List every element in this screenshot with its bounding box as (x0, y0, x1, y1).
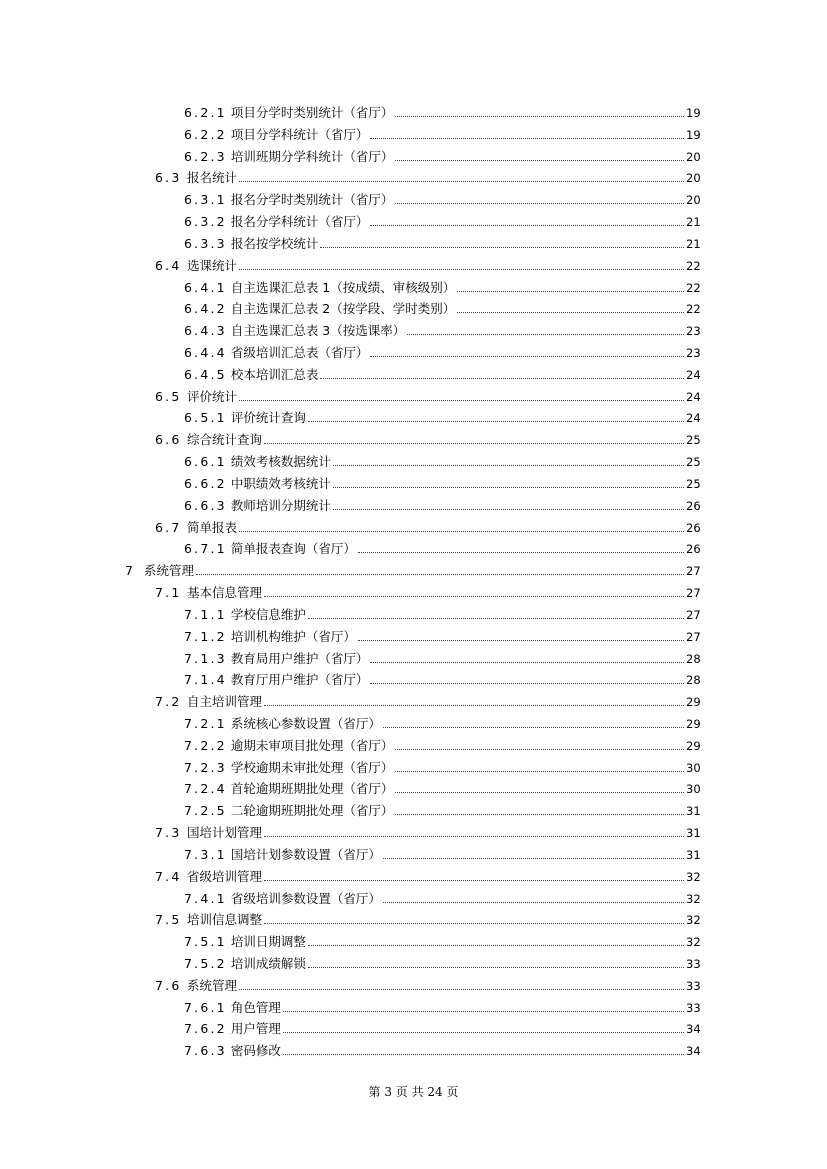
toc-dot-leader (407, 334, 684, 335)
toc-entry-page-number: 30 (686, 760, 701, 775)
toc-dot-leader (283, 1011, 684, 1012)
toc-entry-page-number: 21 (686, 236, 701, 251)
toc-entry-6-4[interactable] (0, 255, 827, 273)
toc-entry-number: 6.3.2 (184, 214, 227, 230)
toc-entry-7-4[interactable] (0, 866, 827, 884)
toc-entry-6-4-3[interactable] (0, 320, 827, 338)
toc-entry-page-number: 32 (686, 935, 701, 950)
toc-entry-page-number: 27 (686, 629, 701, 644)
toc-entry-title: 培训机构维护（省厅） (230, 628, 356, 644)
toc-entry-title: 角色管理 (230, 999, 281, 1015)
toc-entry-title: 首轮逾期班期批处理（省厅） (230, 781, 394, 797)
toc-entry-number: 6.6.1 (184, 454, 227, 470)
toc-dot-leader (308, 967, 684, 968)
toc-entry-7-1[interactable] (0, 582, 827, 600)
toc-dot-leader (320, 378, 684, 379)
toc-entry-title: 校本培训汇总表 (230, 366, 319, 382)
toc-entry-title: 综合统计查询 (187, 432, 263, 448)
toc-dot-leader (308, 421, 684, 422)
toc-entry-page-number: 24 (686, 411, 701, 426)
toc-entry-6-4-5[interactable] (0, 364, 827, 382)
toc-entry-page-number: 22 (686, 302, 701, 317)
toc-entry-page-number: 29 (686, 738, 701, 753)
toc-entry-title: 培训班期分学科统计（省厅） (230, 148, 394, 164)
toc-entry-page-number: 20 (686, 193, 701, 208)
toc-entry-number: 7.2.4 (184, 781, 227, 797)
toc-entry-title: 简单报表 (187, 519, 238, 535)
toc-dot-leader (264, 443, 684, 444)
toc-entry-7-1-1[interactable] (0, 604, 827, 622)
toc-entry-number: 6.4.5 (184, 366, 227, 382)
toc-entry-page-number: 28 (686, 673, 701, 688)
toc-entry-title: 项目分学科统计（省厅） (230, 126, 369, 142)
toc-entry-page-number: 24 (686, 389, 701, 404)
toc-entry-title: 绩效考核数据统计 (230, 454, 331, 470)
toc-entry-page-number: 31 (686, 804, 701, 819)
toc-entry-number: 6.2.2 (184, 126, 227, 142)
toc-entry-page-number: 34 (686, 1022, 701, 1037)
toc-entry-7-2-1[interactable] (0, 713, 827, 731)
toc-entry-page-number: 23 (686, 324, 701, 339)
toc-dot-leader (239, 181, 684, 182)
toc-entry-number: 6.4.2 (184, 301, 227, 317)
toc-entry-title: 教育厅用户维护（省厅） (230, 672, 369, 688)
toc-entry-6-6-1[interactable] (0, 451, 827, 469)
toc-dot-leader (333, 509, 684, 510)
toc-entry-page-number: 32 (686, 891, 701, 906)
toc-entry-page-number: 21 (686, 215, 701, 230)
toc-entry-page-number: 19 (686, 127, 701, 142)
toc-entry-number: 7.6 (155, 977, 182, 993)
toc-entry-6-6-3[interactable] (0, 495, 827, 513)
toc-entry-title: 教师培训分期统计 (230, 497, 331, 513)
toc-dot-leader (370, 225, 684, 226)
toc-entry-page-number: 25 (686, 476, 701, 491)
toc-dot-leader (457, 291, 684, 292)
toc-entry-title: 教育局用户维护（省厅） (230, 650, 369, 666)
toc-entry-page-number: 19 (686, 106, 701, 120)
toc-dot-leader (358, 640, 684, 641)
toc-dot-leader (395, 749, 684, 750)
toc-dot-leader (264, 880, 684, 881)
toc-entry-page-number: 33 (686, 1000, 701, 1015)
toc-entry-title: 自主培训管理 (187, 694, 263, 710)
toc-entry-number: 6.7.1 (184, 541, 227, 557)
toc-entry-6-6-2[interactable] (0, 473, 827, 491)
toc-entry-6-2-2[interactable] (0, 124, 827, 142)
toc-entry-number: 7.2.2 (184, 737, 227, 753)
toc-entry-number: 7.6.1 (184, 999, 227, 1015)
toc-entry-number: 7.4.1 (184, 890, 227, 906)
toc-entry-6-3-2[interactable] (0, 211, 827, 229)
toc-entry-page-number: 25 (686, 455, 701, 470)
toc-entry-number: 7.3.1 (184, 846, 227, 862)
toc-entry-number: 6.4.1 (184, 279, 227, 295)
toc-entry-number: 6.3.1 (184, 192, 227, 208)
toc-dot-leader (395, 203, 684, 204)
toc-entry-number: 6.6.3 (184, 497, 227, 513)
toc-entry-number: 6.3 (155, 170, 182, 186)
toc-entry-7-4-1[interactable] (0, 888, 827, 906)
toc-entry-7-1-3[interactable] (0, 648, 827, 666)
toc-entry-title: 简单报表查询（省厅） (230, 541, 356, 557)
toc-dot-leader (383, 902, 684, 903)
toc-dot-leader (239, 400, 684, 401)
toc-entry-title: 报名按学校统计 (230, 235, 319, 251)
toc-entry-6-2-3[interactable] (0, 146, 827, 164)
toc-entry-7-5-2[interactable] (0, 953, 827, 971)
toc-entry-title: 培训成绩解锁 (230, 955, 306, 971)
toc-entry-title: 二轮逾期班期批处理（省厅） (230, 803, 394, 819)
toc-entry-6-3-1[interactable] (0, 189, 827, 207)
toc-entry-7-6-1[interactable] (0, 997, 827, 1015)
toc-entry-number: 7.1 (155, 585, 182, 601)
toc-entry-page-number: 22 (686, 258, 701, 273)
toc-entry-number: 7.5.2 (184, 955, 227, 971)
toc-entry-title: 评价统计 (187, 388, 238, 404)
toc-entry-number: 6.5.1 (184, 410, 227, 426)
toc-entry-7-2[interactable] (0, 691, 827, 709)
toc-entry-number: 6.4.3 (184, 323, 227, 339)
toc-entry-title: 培训信息调整 (187, 912, 263, 928)
toc-dot-leader (370, 138, 684, 139)
page-footer: 第 3 页 共 24 页 (368, 1085, 459, 1099)
toc-entry-number: 7.1.2 (184, 628, 227, 644)
toc-entry-page-number: 22 (686, 280, 701, 295)
toc-dot-leader (239, 269, 684, 270)
toc-entry-title: 省级培训参数设置（省厅） (230, 890, 381, 906)
toc-dot-leader (333, 487, 684, 488)
toc-entry-title: 省级培训汇总表（省厅） (230, 345, 369, 361)
toc-entry-7-1-4[interactable] (0, 669, 827, 687)
toc-entry-6-3-3[interactable] (0, 233, 827, 251)
toc-entry-page-number: 27 (686, 586, 701, 601)
toc-entry-6-4-2[interactable] (0, 298, 827, 316)
toc-entry-number: 7.2 (155, 694, 182, 710)
toc-dot-leader (239, 989, 684, 990)
toc-entry-7-6-2[interactable] (0, 1018, 827, 1036)
toc-dot-leader (283, 1054, 684, 1055)
toc-entry-7-6-3[interactable] (0, 1040, 827, 1058)
toc-entry-number: 6.2.1 (184, 105, 227, 120)
toc-entry-title: 国培计划参数设置（省厅） (230, 846, 381, 862)
toc-entry-page-number: 31 (686, 826, 701, 841)
toc-entry-number: 7 (125, 563, 136, 579)
toc-entry-page-number: 34 (686, 1044, 701, 1059)
toc-entry-number: 6.4.4 (184, 345, 227, 361)
toc-entry-6-7-1[interactable] (0, 538, 827, 556)
toc-dot-leader (383, 858, 684, 859)
toc-entry-title: 系统管理 (144, 563, 195, 579)
toc-entry-page-number: 20 (686, 171, 701, 186)
toc-entry-number: 7.3 (155, 825, 182, 841)
toc-dot-leader (308, 618, 684, 619)
toc-entry-title: 中职绩效考核统计 (230, 475, 331, 491)
toc-dot-leader (320, 247, 684, 248)
toc-entry-page-number: 24 (686, 367, 701, 382)
toc-entry-6-6[interactable] (0, 429, 827, 447)
toc-entry-6-4-1[interactable] (0, 277, 827, 295)
toc-entry-number: 6.6 (155, 432, 182, 448)
toc-entry-7-6[interactable] (0, 975, 827, 993)
toc-entry-page-number: 23 (686, 346, 701, 361)
toc-entry-7-2-3[interactable] (0, 757, 827, 775)
toc-entry-title: 报名统计 (187, 170, 238, 186)
toc-entry-page-number: 26 (686, 542, 701, 557)
toc-entry-title: 培训日期调整 (230, 934, 306, 950)
toc-dot-leader (264, 836, 684, 837)
toc-entry-7-5-1[interactable] (0, 931, 827, 949)
toc-entry-number: 6.4 (155, 257, 182, 273)
toc-entry-page-number: 30 (686, 782, 701, 797)
toc-entry-title: 评价统计查询 (230, 410, 306, 426)
toc-entry-page-number: 29 (686, 716, 701, 731)
toc-entry-number: 7.1.3 (184, 650, 227, 666)
toc-entry-number: 7.6.3 (184, 1043, 227, 1059)
toc-entry-title: 密码修改 (230, 1043, 281, 1059)
toc-dot-leader (395, 160, 684, 161)
toc-entry-title: 项目分学时类别统计（省厅） (230, 105, 394, 120)
toc-entry-title: 基本信息管理 (187, 585, 263, 601)
toc-entry-number: 7.1.1 (184, 606, 227, 622)
toc-entry-page-number: 33 (686, 956, 701, 971)
toc-dot-leader (264, 596, 684, 597)
toc-entry-page-number: 26 (686, 520, 701, 535)
toc-entry-6-4-4[interactable] (0, 342, 827, 360)
toc-dot-leader (283, 1032, 684, 1033)
toc-entry-6-5-1[interactable] (0, 407, 827, 425)
toc-entry-number: 7.6.2 (184, 1021, 227, 1037)
toc-entry-number: 6.7 (155, 519, 182, 535)
toc-dot-leader (196, 574, 684, 575)
toc-entry-7-2-2[interactable] (0, 735, 827, 753)
toc-entry-7-1-2[interactable] (0, 626, 827, 644)
toc-entry-title: 报名分学科统计（省厅） (230, 214, 369, 230)
toc-entry-title: 选课统计 (187, 257, 238, 273)
toc-entry-title: 报名分学时类别统计（省厅） (230, 192, 394, 208)
toc-entry-page-number: 29 (686, 695, 701, 710)
toc-entry-page-number: 32 (686, 869, 701, 884)
toc-entry-number: 7.2.3 (184, 759, 227, 775)
toc-entry-number: 7.2.5 (184, 803, 227, 819)
toc-dot-leader (395, 116, 684, 117)
toc-entry-number: 6.3.3 (184, 235, 227, 251)
toc-dot-leader (358, 552, 684, 553)
toc-dot-leader (264, 705, 684, 706)
toc-entry-title: 逾期未审项目批处理（省厅） (230, 737, 394, 753)
toc-dot-leader (370, 662, 684, 663)
toc-entry-number: 7.5.1 (184, 934, 227, 950)
toc-entry-title: 系统管理 (187, 977, 238, 993)
toc-entry-7[interactable] (0, 560, 827, 578)
toc-entry-page-number: 28 (686, 651, 701, 666)
toc-entry-page-number: 33 (686, 978, 701, 993)
toc-dot-leader (383, 727, 684, 728)
toc-entry-6-3[interactable] (0, 167, 827, 185)
toc-entry-page-number: 25 (686, 433, 701, 448)
toc-dot-leader (308, 945, 684, 946)
toc-dot-leader (370, 356, 684, 357)
toc-entry-6-2-1[interactable] (0, 102, 827, 120)
toc-entry-7-2-4[interactable] (0, 778, 827, 796)
toc-entry-title: 用户管理 (230, 1021, 281, 1037)
toc-entry-title: 自主选课汇总表 1（按成绩、审核级别） (230, 279, 456, 295)
toc-entry-number: 7.5 (155, 912, 182, 928)
toc-entry-title: 省级培训管理 (187, 868, 263, 884)
toc-entry-page-number: 32 (686, 913, 701, 928)
toc-dot-leader (370, 683, 684, 684)
toc-dot-leader (239, 531, 684, 532)
toc-entry-number: 6.5 (155, 388, 182, 404)
toc-entry-number: 7.2.1 (184, 715, 227, 731)
toc-dot-leader (395, 792, 684, 793)
toc-entry-number: 6.6.2 (184, 475, 227, 491)
toc-entry-7-3[interactable] (0, 822, 827, 840)
toc-entry-title: 系统核心参数设置（省厅） (230, 715, 381, 731)
toc-entry-title: 学校信息维护 (230, 606, 306, 622)
toc-entry-page-number: 20 (686, 149, 701, 164)
toc-entry-title: 自主选课汇总表 3（按选课率） (230, 323, 406, 339)
toc-entry-number: 7.4 (155, 868, 182, 884)
toc-entry-page-number: 26 (686, 498, 701, 513)
toc-entry-number: 6.2.3 (184, 148, 227, 164)
toc-dot-leader (264, 923, 684, 924)
toc-entry-6-5[interactable] (0, 386, 827, 404)
toc-entry-number: 7.1.4 (184, 672, 227, 688)
toc-dot-leader (395, 814, 684, 815)
toc-entry-7-5[interactable] (0, 909, 827, 927)
toc-entry-page-number: 27 (686, 564, 701, 579)
toc-dot-leader (395, 771, 684, 772)
toc-entry-title: 自主选课汇总表 2（按学段、学时类别） (230, 301, 456, 317)
toc-entry-7-3-1[interactable] (0, 844, 827, 862)
toc-entry-7-2-5[interactable] (0, 800, 827, 818)
toc-dot-leader (333, 465, 684, 466)
toc-entry-page-number: 31 (686, 847, 701, 862)
toc-entry-title: 学校逾期未审批处理（省厅） (230, 759, 394, 775)
toc-dot-leader (457, 312, 684, 313)
toc-entry-title: 国培计划管理 (187, 825, 263, 841)
toc-entry-6-7[interactable] (0, 517, 827, 535)
toc-entry-page-number: 27 (686, 607, 701, 622)
